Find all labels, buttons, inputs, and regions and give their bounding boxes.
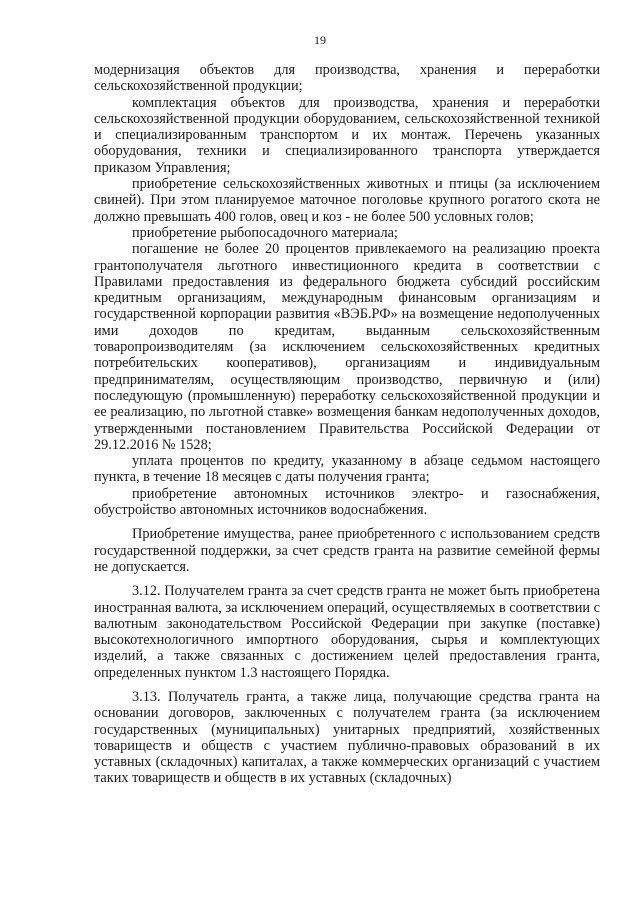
paragraph: 3.12. Получателем гранта за счет средств гранта не может быть приобретена иностранная валюта, за исключением операций, осуществляемых в соответствии с валютным законодательством Российской Федерации при закупке (поставке) высокотехнологичного импортного оборудования, сырья и комплектующих изделий, а также связанных с достижением целей предоставления гранта, определенных пунктом 1.3 настоящего Порядка. [94, 583, 600, 681]
paragraph: 3.13. Получатель гранта, а также лица, получающие средства гранта на основании договоров, заключенных с получателем гранта (за исключением государственных (муниципальных) унитарных предприятий, хозяйственных товариществ и обществ с участием публично-правовых образований в их уставных (складочных) капиталах, а также коммерческих организаций с участием таких товариществ и обществ в их уставных (складочных) [94, 688, 600, 787]
page-number: 19 [314, 33, 326, 47]
paragraph: Приобретение имущества, ранее приобретенного с использованием средств государственной поддержки, за счет средств гранта на развитие семейной фермы не допускается. [94, 526, 600, 575]
paragraph: приобретение автономных источников электро- и газоснабжения, обустройство автономных источников водоснабжения. [94, 485, 600, 519]
paragraph: приобретение сельскохозяйственных животных и птицы (за исключением свиней). При этом планируемое маточное поголовье крупного рогатого скота не должно превышать 400 голов, овец и коз - не более 500 условных голов; [94, 176, 600, 225]
paragraph: комплектация объектов для производства, хранения и переработки сельскохозяйственной продукции оборудованием, сельскохозяйственной техникой и специализированным транспортом и их монтаж. Перечень указанных оборудования, техники и специализированного транспорта утверждается приказом Управления; [94, 94, 600, 176]
paragraph: погашение не более 20 процентов привлекаемого на реализацию проекта грантополучателя льготного инвестиционного кредита в соответствии с Правилами предоставления из федерального бюджета субсидий российским кредитным организациям, международным финансовым организациям и государственной корпорации развития «ВЭБ.РФ» на возмещение недополученных ими доходов по кредитам, выданным сельскохозяйственным товаропроизводителям (за исключением сельскохозяйственных кредитных потребительских кооперативов), организациям и индивидуальным предпринимателям, осуществляющим производство, первичную и (или) последующую (промышленную) переработку сельскохозяйственной продукции и ее реализацию, по льготной ставке» возмещения банкам недополученных доходов, утвержденными постановлением Правительства Российской Федерации от 29.12.2016 № 1528; [94, 241, 600, 453]
paragraph: приобретение рыбопосадочного материала; [132, 224, 398, 241]
document-body [94, 62, 600, 787]
paragraph: модернизация объектов для производства, хранения и переработки сельскохозяйственной продукции; [94, 62, 600, 95]
paragraph: уплата процентов по кредиту, указанному в абзаце седьмом настоящего пункта, в течение 18 месяцев с даты получения гранта; [94, 453, 600, 486]
